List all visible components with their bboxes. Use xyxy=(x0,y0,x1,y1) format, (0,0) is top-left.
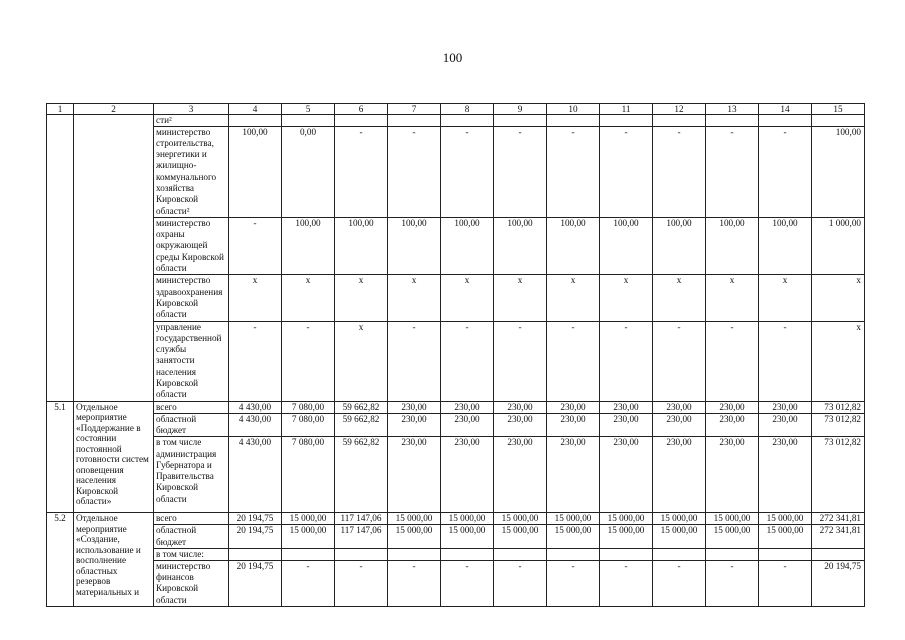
amount-cell: 15 000,00 xyxy=(547,513,600,525)
amount-cell: - xyxy=(600,321,653,401)
amount-cell: 59 662,82 xyxy=(335,401,388,413)
amount-cell: 100,00 xyxy=(441,217,494,274)
table-row xyxy=(47,401,865,413)
amount-cell: 230,00 xyxy=(547,437,600,513)
amount-cell: 100,00 xyxy=(759,217,812,274)
amount-cell: 1 000,00 xyxy=(812,217,865,274)
table-row xyxy=(47,115,865,127)
amount-cell: 59 662,82 xyxy=(335,437,388,513)
amount-cell xyxy=(812,548,865,560)
amount-cell: 230,00 xyxy=(388,413,441,437)
amount-cell: 7 080,00 xyxy=(282,413,335,437)
amount-cell: x xyxy=(388,275,441,321)
amount-cell: - xyxy=(229,321,282,401)
column-number: 2 xyxy=(74,104,154,115)
amount-cell: 230,00 xyxy=(653,437,706,513)
funding-source-cell: сти² xyxy=(154,115,229,127)
amount-cell: x xyxy=(441,275,494,321)
amount-cell: - xyxy=(759,560,812,606)
amount-cell: 59 662,82 xyxy=(335,413,388,437)
amount-cell xyxy=(388,548,441,560)
amount-cell: 230,00 xyxy=(494,401,547,413)
table-row xyxy=(47,525,865,549)
amount-cell: 230,00 xyxy=(441,437,494,513)
amount-cell: 100,00 xyxy=(812,126,865,217)
column-number: 14 xyxy=(759,104,812,115)
amount-cell xyxy=(653,548,706,560)
column-number: 1 xyxy=(47,104,74,115)
column-number: 3 xyxy=(154,104,229,115)
table-row xyxy=(47,548,865,560)
amount-cell: x xyxy=(812,275,865,321)
table-row xyxy=(47,217,865,274)
measure-name-cell xyxy=(74,115,154,402)
amount-cell: 230,00 xyxy=(547,413,600,437)
row-number-cell: 5.2 xyxy=(47,513,74,607)
amount-cell: 230,00 xyxy=(388,401,441,413)
column-number: 4 xyxy=(229,104,282,115)
amount-cell xyxy=(494,115,547,127)
amount-cell: - xyxy=(494,126,547,217)
amount-cell: 100,00 xyxy=(706,217,759,274)
amount-cell: 100,00 xyxy=(653,217,706,274)
amount-cell: - xyxy=(706,321,759,401)
table-row xyxy=(47,513,865,525)
amount-cell: 230,00 xyxy=(759,413,812,437)
funding-source-cell: министерство строительства, энергетики и жилищно-коммунального хозяйства Кировской области² xyxy=(154,126,229,217)
amount-cell: 100,00 xyxy=(229,126,282,217)
amount-cell: 73 012,82 xyxy=(812,413,865,437)
funding-source-cell: в том числе администрация Губернатора и Правительства Кировской области xyxy=(154,437,229,513)
amount-cell: 230,00 xyxy=(600,401,653,413)
funding-source-cell: в том числе: xyxy=(154,548,229,560)
amount-cell: - xyxy=(653,321,706,401)
amount-cell xyxy=(229,115,282,127)
amount-cell: x xyxy=(335,321,388,401)
funding-source-cell: всего xyxy=(154,401,229,413)
amount-cell: - xyxy=(441,126,494,217)
amount-cell: 230,00 xyxy=(759,401,812,413)
amount-cell: x xyxy=(706,275,759,321)
amount-cell: x xyxy=(282,275,335,321)
column-number: 11 xyxy=(600,104,653,115)
amount-cell xyxy=(388,115,441,127)
amount-cell: x xyxy=(494,275,547,321)
amount-cell: - xyxy=(441,321,494,401)
amount-cell: - xyxy=(494,560,547,606)
amount-cell: 100,00 xyxy=(600,217,653,274)
amount-cell xyxy=(600,548,653,560)
amount-cell: 100,00 xyxy=(335,217,388,274)
amount-cell: - xyxy=(653,126,706,217)
amount-cell xyxy=(759,548,812,560)
measure-name-cell: Отдельное мероприятие «Поддержание в состоянии постоянной готовности систем оповещения населения Кировской области» xyxy=(74,401,154,513)
amount-cell: 100,00 xyxy=(282,217,335,274)
amount-cell: 15 000,00 xyxy=(600,525,653,549)
funding-source-cell: всего xyxy=(154,513,229,525)
funding-source-cell: управление государственной службы занятости населения Кировской области xyxy=(154,321,229,401)
amount-cell: - xyxy=(494,321,547,401)
amount-cell: 7 080,00 xyxy=(282,401,335,413)
column-number: 8 xyxy=(441,104,494,115)
amount-cell xyxy=(335,115,388,127)
amount-cell: - xyxy=(282,321,335,401)
amount-cell: 15 000,00 xyxy=(388,525,441,549)
amount-cell: 117 147,06 xyxy=(335,513,388,525)
amount-cell: 272 341,81 xyxy=(812,525,865,549)
amount-cell: 230,00 xyxy=(600,413,653,437)
table-row xyxy=(47,413,865,437)
amount-cell xyxy=(812,115,865,127)
amount-cell xyxy=(706,548,759,560)
amount-cell: - xyxy=(547,321,600,401)
amount-cell xyxy=(547,115,600,127)
row-number-cell: 5.1 xyxy=(47,401,74,513)
amount-cell: 230,00 xyxy=(441,413,494,437)
amount-cell: 230,00 xyxy=(706,401,759,413)
amount-cell: x xyxy=(759,275,812,321)
amount-cell xyxy=(653,115,706,127)
amount-cell: 20 194,75 xyxy=(812,560,865,606)
amount-cell: 15 000,00 xyxy=(494,513,547,525)
amount-cell xyxy=(441,115,494,127)
budget-table xyxy=(46,103,865,607)
table-row xyxy=(47,437,865,513)
amount-cell: 15 000,00 xyxy=(441,525,494,549)
amount-cell: - xyxy=(441,560,494,606)
amount-cell: x xyxy=(600,275,653,321)
amount-cell: - xyxy=(335,126,388,217)
amount-cell: 15 000,00 xyxy=(441,513,494,525)
amount-cell: x xyxy=(812,321,865,401)
amount-cell: 230,00 xyxy=(653,413,706,437)
amount-cell: 20 194,75 xyxy=(229,513,282,525)
column-number: 6 xyxy=(335,104,388,115)
amount-cell: x xyxy=(335,275,388,321)
amount-cell: 230,00 xyxy=(494,413,547,437)
amount-cell: - xyxy=(282,560,335,606)
amount-cell: 230,00 xyxy=(494,437,547,513)
amount-cell xyxy=(600,115,653,127)
amount-cell: 15 000,00 xyxy=(600,513,653,525)
amount-cell: - xyxy=(706,560,759,606)
funding-source-cell: областной бюджет xyxy=(154,525,229,549)
amount-cell: x xyxy=(653,275,706,321)
amount-cell: 230,00 xyxy=(759,437,812,513)
amount-cell: - xyxy=(335,560,388,606)
amount-cell: 15 000,00 xyxy=(653,513,706,525)
amount-cell: 4 430,00 xyxy=(229,413,282,437)
amount-cell: x xyxy=(229,275,282,321)
funding-source-cell: областной бюджет xyxy=(154,413,229,437)
amount-cell: 15 000,00 xyxy=(706,513,759,525)
amount-cell: - xyxy=(759,321,812,401)
amount-cell: 15 000,00 xyxy=(282,513,335,525)
column-number: 5 xyxy=(282,104,335,115)
amount-cell: 15 000,00 xyxy=(494,525,547,549)
amount-cell: 117 147,06 xyxy=(335,525,388,549)
amount-cell: 100,00 xyxy=(547,217,600,274)
amount-cell: 15 000,00 xyxy=(759,525,812,549)
amount-cell: 230,00 xyxy=(441,401,494,413)
amount-cell: 73 012,82 xyxy=(812,437,865,513)
amount-cell: - xyxy=(653,560,706,606)
amount-cell: 230,00 xyxy=(547,401,600,413)
amount-cell: 15 000,00 xyxy=(759,513,812,525)
funding-source-cell: министерство финансов Кировской области xyxy=(154,560,229,606)
amount-cell: 230,00 xyxy=(600,437,653,513)
column-number: 15 xyxy=(812,104,865,115)
amount-cell: 15 000,00 xyxy=(547,525,600,549)
funding-source-cell: министерство здравоохранения Кировской области xyxy=(154,275,229,321)
amount-cell: 230,00 xyxy=(706,437,759,513)
amount-cell: 230,00 xyxy=(706,413,759,437)
amount-cell: - xyxy=(229,217,282,274)
amount-cell: - xyxy=(706,126,759,217)
column-number: 9 xyxy=(494,104,547,115)
amount-cell: 100,00 xyxy=(388,217,441,274)
measure-name-cell: Отдельное мероприятие «Создание, использование и восполнение областных резервов материальных и xyxy=(74,513,154,607)
table-row xyxy=(47,321,865,401)
column-number: 7 xyxy=(388,104,441,115)
amount-cell: 15 000,00 xyxy=(653,525,706,549)
amount-cell: 230,00 xyxy=(388,437,441,513)
amount-cell: - xyxy=(547,560,600,606)
table-row xyxy=(47,560,865,606)
amount-cell: x xyxy=(547,275,600,321)
amount-cell: 15 000,00 xyxy=(388,513,441,525)
funding-source-cell: министерство охраны окружающей среды Кировской области xyxy=(154,217,229,274)
amount-cell xyxy=(229,548,282,560)
amount-cell xyxy=(494,548,547,560)
amount-cell: - xyxy=(547,126,600,217)
amount-cell: - xyxy=(388,560,441,606)
amount-cell: 15 000,00 xyxy=(282,525,335,549)
amount-cell: - xyxy=(759,126,812,217)
amount-cell: 0,00 xyxy=(282,126,335,217)
amount-cell xyxy=(282,115,335,127)
amount-cell: 272 341,81 xyxy=(812,513,865,525)
amount-cell: - xyxy=(388,321,441,401)
amount-cell: 7 080,00 xyxy=(282,437,335,513)
amount-cell: 20 194,75 xyxy=(229,560,282,606)
amount-cell: - xyxy=(600,126,653,217)
amount-cell: 73 012,82 xyxy=(812,401,865,413)
amount-cell: 100,00 xyxy=(494,217,547,274)
column-number-row xyxy=(47,104,865,115)
amount-cell: 15 000,00 xyxy=(706,525,759,549)
column-number: 10 xyxy=(547,104,600,115)
column-number: 13 xyxy=(706,104,759,115)
amount-cell xyxy=(441,548,494,560)
amount-cell: - xyxy=(388,126,441,217)
amount-cell xyxy=(547,548,600,560)
amount-cell: 4 430,00 xyxy=(229,437,282,513)
table-row xyxy=(47,126,865,217)
amount-cell: 20 194,75 xyxy=(229,525,282,549)
page-number: 100 xyxy=(442,50,463,65)
amount-cell: - xyxy=(600,560,653,606)
amount-cell xyxy=(706,115,759,127)
amount-cell xyxy=(759,115,812,127)
row-number-cell xyxy=(47,115,74,402)
amount-cell xyxy=(335,548,388,560)
column-number: 12 xyxy=(653,104,706,115)
amount-cell xyxy=(282,548,335,560)
amount-cell: 230,00 xyxy=(653,401,706,413)
table-row xyxy=(47,275,865,321)
amount-cell: 4 430,00 xyxy=(229,401,282,413)
